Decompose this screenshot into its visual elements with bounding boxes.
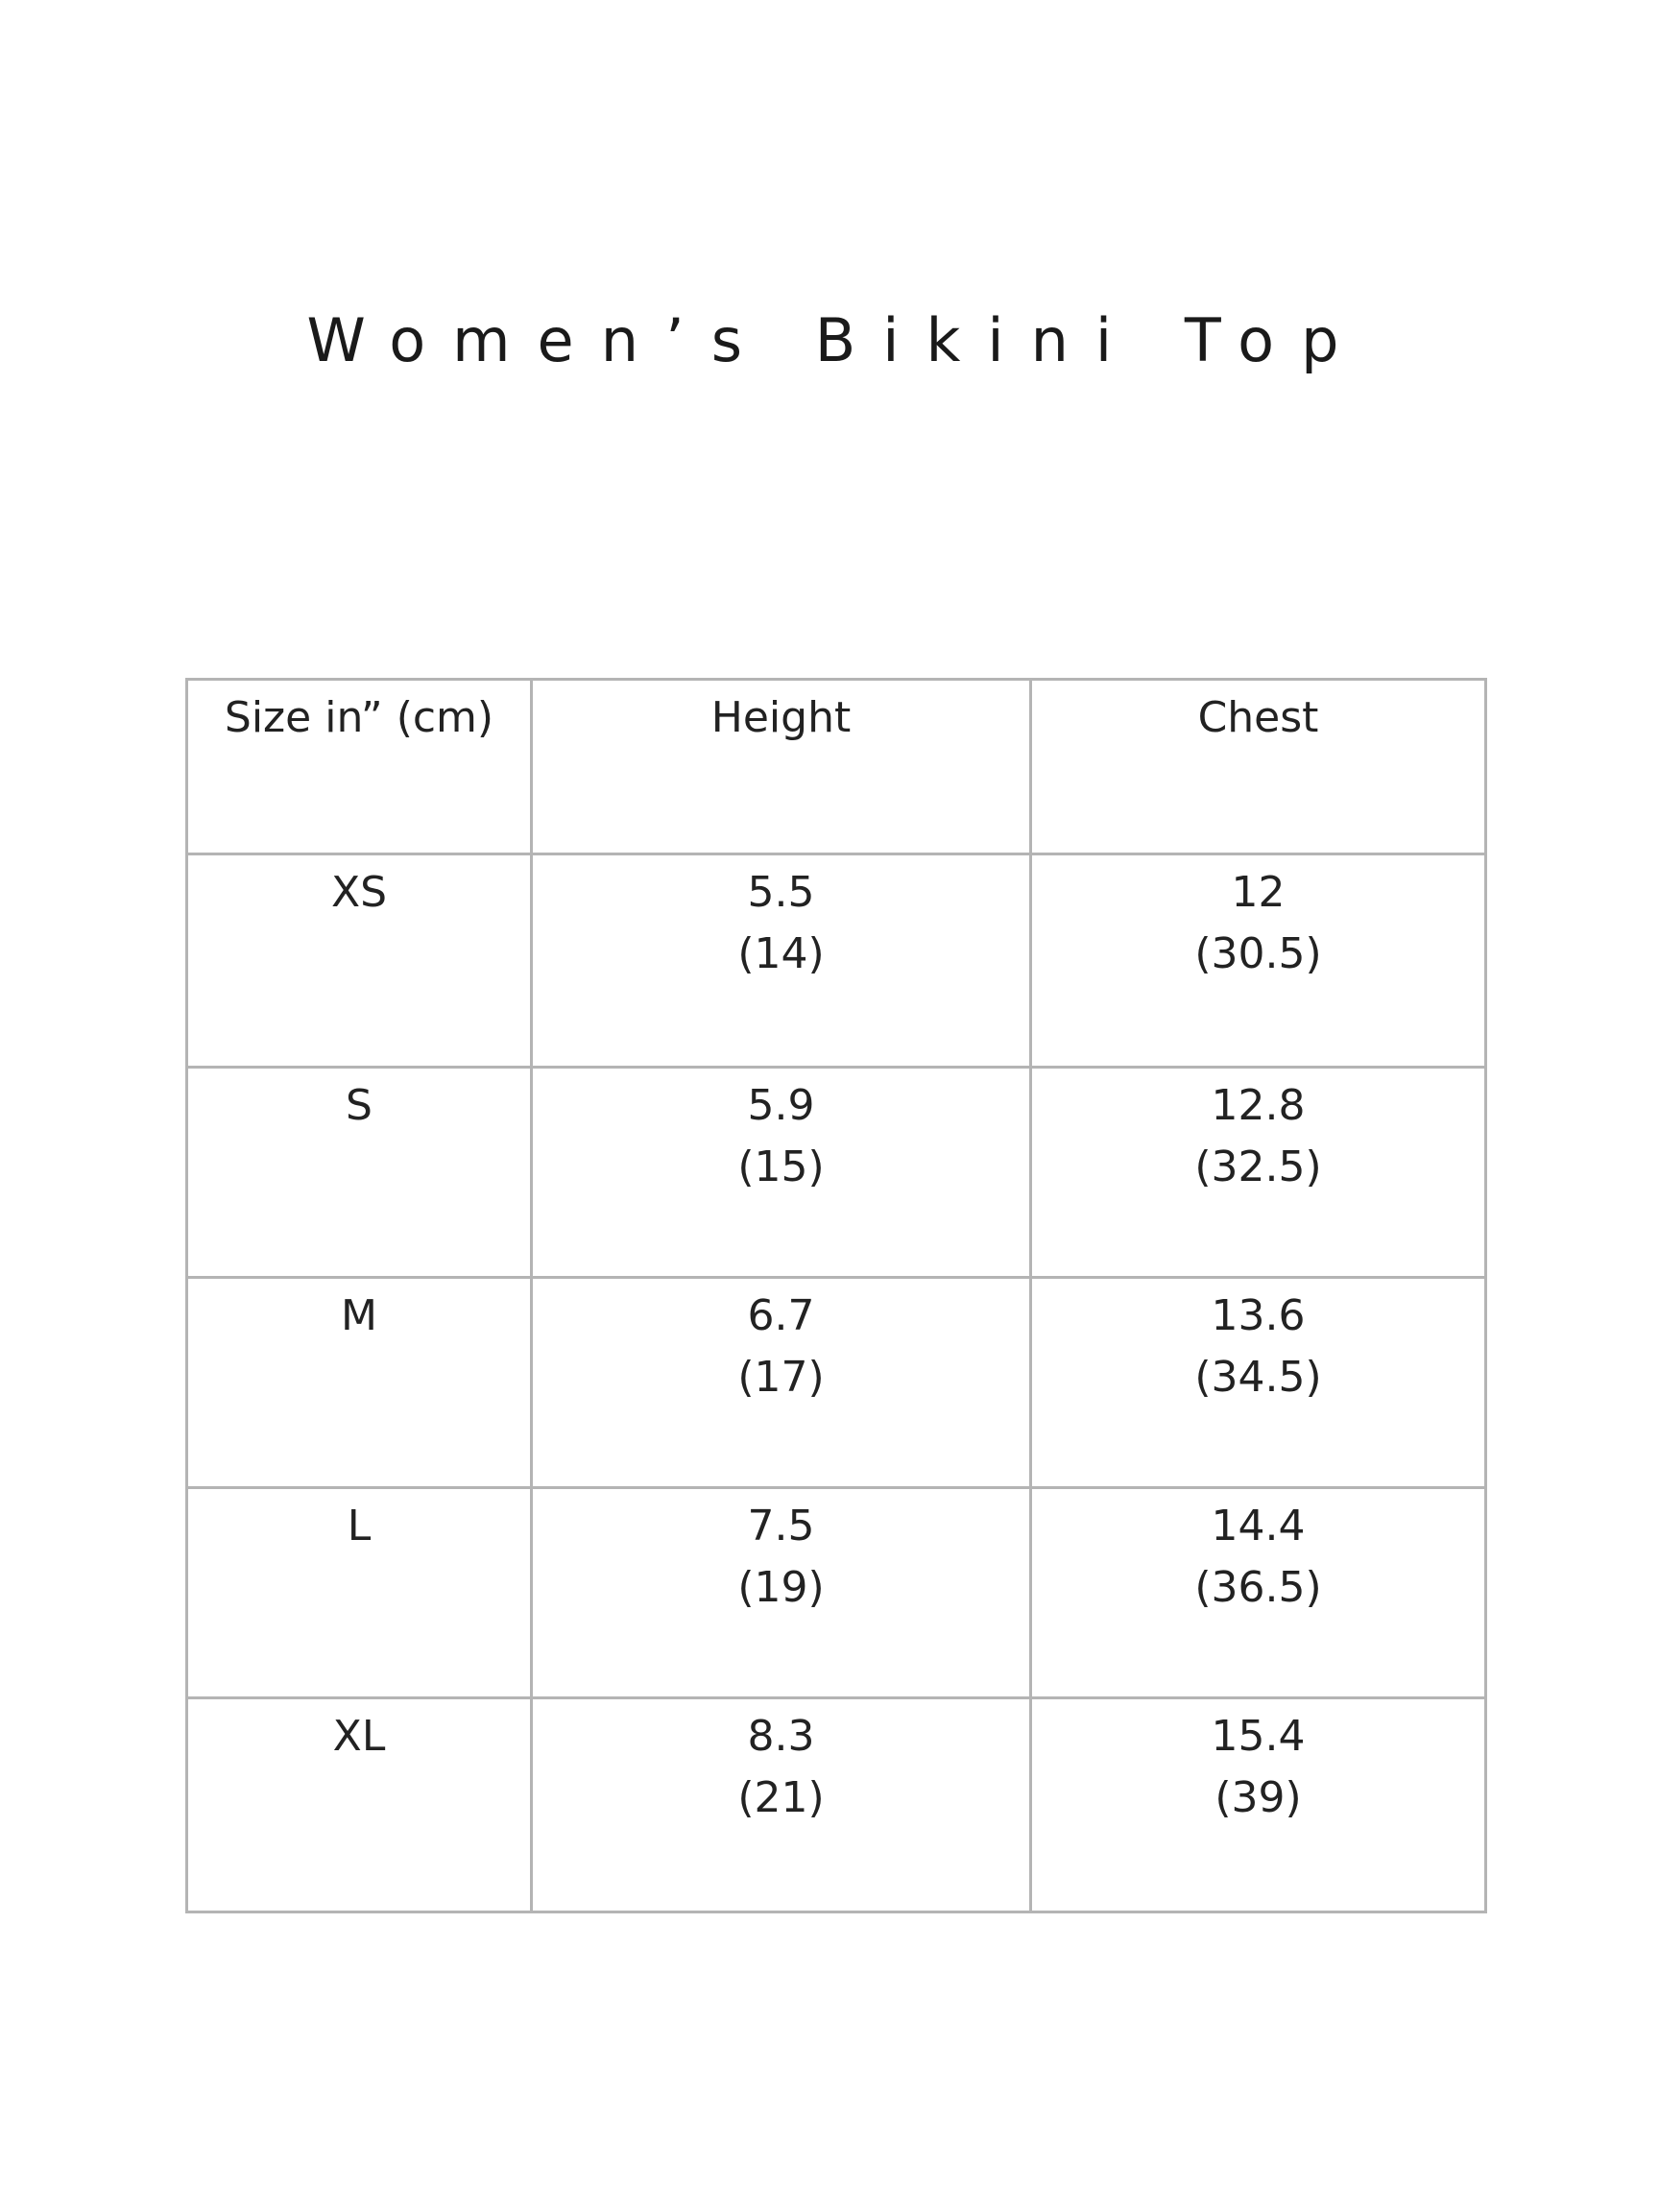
height-cell	[532, 854, 1031, 1068]
chest-inches: 12	[1231, 868, 1286, 917]
chest-cm: (36.5)	[1194, 1563, 1322, 1612]
page-title: Women’s Bikini Top	[306, 305, 1366, 375]
chest-inches: 15.4	[1211, 1712, 1306, 1761]
chest-cm: (30.5)	[1194, 929, 1322, 978]
table-row	[187, 854, 1486, 1068]
height-cm: (17)	[737, 1353, 825, 1402]
size-cell: L	[187, 1488, 532, 1698]
height-cell	[532, 1278, 1031, 1488]
size-chart-table	[185, 678, 1487, 1913]
table-header-row	[187, 680, 1486, 854]
table-row	[187, 1278, 1486, 1488]
height-cm: (19)	[737, 1563, 825, 1612]
height-inches: 5.9	[747, 1081, 815, 1130]
height-inches: 5.5	[747, 868, 815, 917]
height-cell	[532, 1488, 1031, 1698]
height-inches: 8.3	[747, 1712, 815, 1761]
height-cell	[532, 1068, 1031, 1278]
chest-cell	[1031, 854, 1486, 1068]
size-cell: S	[187, 1068, 532, 1278]
table-row	[187, 1068, 1486, 1278]
header-chest: Chest	[1031, 680, 1486, 854]
table-row	[187, 1488, 1486, 1698]
chest-cm: (34.5)	[1194, 1353, 1322, 1402]
chest-cm: (32.5)	[1194, 1142, 1322, 1191]
table-row	[187, 1698, 1486, 1912]
chest-cell	[1031, 1698, 1486, 1912]
chest-inches: 14.4	[1211, 1502, 1306, 1551]
chest-cm: (39)	[1214, 1773, 1302, 1822]
height-cm: (14)	[737, 929, 825, 978]
chest-cell	[1031, 1488, 1486, 1698]
height-cm: (15)	[737, 1142, 825, 1191]
chest-cell	[1031, 1278, 1486, 1488]
chest-cell	[1031, 1068, 1486, 1278]
size-cell: XL	[187, 1698, 532, 1912]
chest-inches: 13.6	[1211, 1291, 1306, 1340]
height-inches: 6.7	[747, 1291, 815, 1340]
height-cell	[532, 1698, 1031, 1912]
height-inches: 7.5	[747, 1502, 815, 1551]
header-height: Height	[532, 680, 1031, 854]
chest-inches: 12.8	[1211, 1081, 1306, 1130]
header-size: Size in” (cm)	[187, 680, 532, 854]
size-cell: XS	[187, 854, 532, 1068]
height-cm: (21)	[737, 1773, 825, 1822]
size-cell: M	[187, 1278, 532, 1488]
